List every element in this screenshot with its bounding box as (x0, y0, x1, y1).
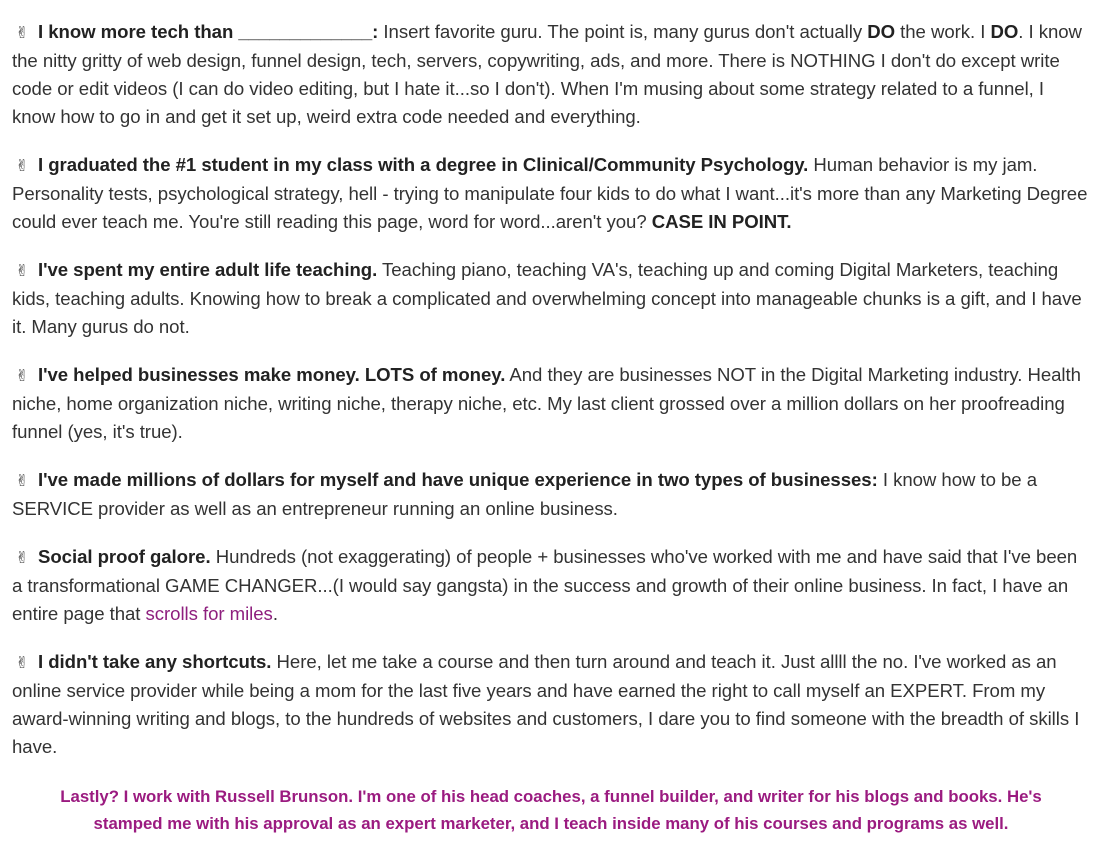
item-text: Hundreds (not exaggerating) of people + businesses who've worked with me and have said that I've been a transformational GAME CHANGER...(I would say gangsta) in the success and growth of their online business. In fact, I have an entire page that (12, 546, 1078, 624)
list-item-social-proof (12, 543, 1090, 628)
list-item-businesses (12, 361, 1090, 446)
item-text: Insert favorite guru. The point is, many gurus don't actually (378, 21, 868, 42)
list-item-teaching (12, 256, 1090, 341)
item-heading: Social proof galore. (38, 546, 211, 567)
scrolls-for-miles-link[interactable]: scrolls for miles (145, 603, 273, 624)
item-text: Here, let me take a course and then turn around and teach it. Just allll the no. I've worked as an online service provider while being a mom for the last five years and have earned the right to call myself an EXPERT. From my award-winning writing and blogs, to the hundreds of websites and customers, I dare you to find someone with the breadth of skills I have. (12, 651, 1080, 757)
item-heading: I graduated the #1 student in my class with a degree in Clinical/Community Psychology. (38, 154, 809, 175)
list-item-millions (12, 466, 1090, 523)
item-heading: I've helped businesses make money. LOTS of money. (38, 364, 506, 385)
emphasis-do: DO (990, 21, 1019, 42)
item-text: Human behavior is my jam. Personality tests, psychological strategy, hell - trying to manipulate four kids to do what I want...it's more than any Marketing Degree could ever teach me. You're still reading this page, word for word...aren't you? (12, 154, 1088, 232)
item-heading: I didn't take any shortcuts. (38, 651, 272, 672)
victory-hand-icon: ✌ (15, 366, 29, 385)
item-text: the work. I (895, 21, 991, 42)
closing-statement: Lastly? I work with Russell Brunson. I'm one of his head coaches, a funnel builder, and writer for his blogs and books. He's stamped me with his approval as an expert marketer, and I teach inside many of his courses and programs as well. (60, 787, 1042, 833)
emphasis-do: DO (867, 21, 896, 42)
victory-hand-icon: ✌ (15, 471, 29, 490)
victory-hand-icon: ✌ (15, 156, 29, 175)
item-text: I know how to be a SERVICE provider as well as an entrepreneur running an online business. (12, 469, 1037, 519)
list-item-tech (12, 18, 1090, 131)
item-text: . I know the nitty gritty of web design, funnel design, tech, servers, copywriting, ads, and more. There is NOTHING I don't do except write code or edit videos (I can do video editing, but I hate it...so I don't). When I'm musing about some strategy related to a funnel, I know how to go in and get it set up, weird extra code needed and everything. (12, 21, 1082, 127)
emphasis-case-in-point: CASE IN POINT. (651, 211, 792, 232)
list-item-psychology (12, 151, 1090, 236)
item-text: Teaching piano, teaching VA's, teaching up and coming Digital Marketers, teaching kids, teaching adults. Knowing how to break a complicated and overwhelming concept into manageable chunks is a gift, and I have it. Many gurus do not. (12, 259, 1082, 337)
list-item-shortcuts (12, 648, 1090, 761)
victory-hand-icon: ✌ (15, 548, 29, 567)
item-heading: I've made millions of dollars for myself and have unique experience in two types of businesses: (38, 469, 878, 490)
item-heading: I've spent my entire adult life teaching. (38, 259, 378, 280)
item-heading: I know more tech than _____________: (38, 21, 379, 42)
item-text: And they are businesses NOT in the Digital Marketing industry. Health niche, home organization niche, writing niche, therapy niche, etc. My last client grossed over a million dollars on her proofreading funnel (yes, it's true). (12, 364, 1081, 442)
victory-hand-icon: ✌ (15, 653, 29, 672)
victory-hand-icon: ✌ (15, 261, 29, 280)
item-text: . (272, 603, 278, 624)
victory-hand-icon: ✌ (15, 23, 29, 42)
